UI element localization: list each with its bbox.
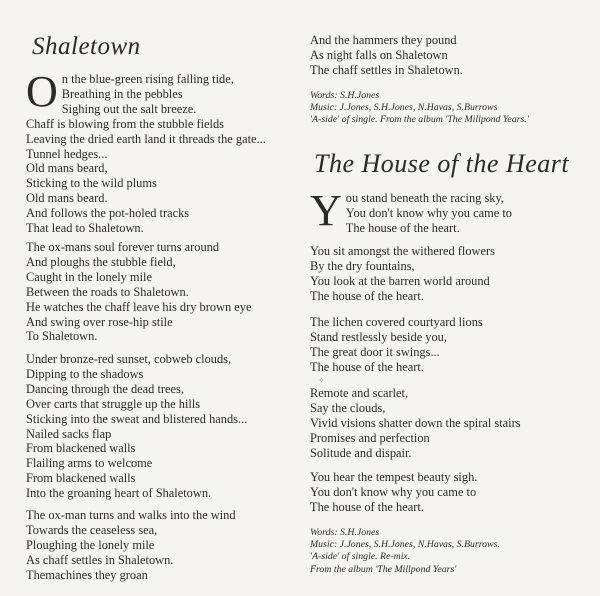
credit-line: Music: J.Jones, S.H.Jones, N.Havas, S.Burrows. [310,539,500,551]
shaletown-final-stanza [310,33,463,78]
lyric-line: Dipping to the shadows [26,366,144,381]
lyric-line: Under bronze-red sunset, cobweb clouds, [26,352,232,366]
song-title-shaletown: Shaletown [32,33,141,60]
lyric-line: And ploughs the stubble field, [26,254,176,269]
lyric-line: Sticking to the wild plums [26,176,157,191]
lyric-line: By the dry fountains, [310,258,415,273]
shaletown-stanza-4 [26,508,236,583]
lyric-line: Caught in the lonely mile [26,269,152,284]
drop-cap: O [26,67,58,116]
lyric-line: You look at the barren world around [310,273,490,288]
lyric-line: Remote and scarlet, [310,386,409,400]
lyric-line: The house of the heart. [310,499,424,514]
shaletown-stanza-2 [26,240,251,344]
lyric-line: Leaving the dried earth land it threads the gate... [26,131,266,146]
lyric-line: That lead to Shaletown. [26,221,144,236]
lyric-line: Into the groaning heart of Shaletown. [26,486,212,501]
lyric-line: From blackened walls [26,441,136,456]
flourish-ornament: ✧ [318,376,325,385]
song-title-house-of-the-heart: The House of the Heart [314,149,570,178]
lyric-line: To Shaletown. [26,329,98,344]
lyric-line: He watches the chaff leave his dry brown eye [26,299,252,314]
lyric-line: Ploughing the lonely mile [26,537,155,552]
lyric-line: The ox-man turns and walks into the wind [26,508,236,522]
drop-cap: Y [310,186,342,235]
house-stanza-5 [310,470,477,515]
lyric-line: Chaff is blowing from the stubble fields [26,116,224,131]
credit-line: 'A-side' of single. Re-mix. [310,551,411,563]
lyric-line: Dancing through the dead trees, [26,381,184,396]
lyric-line: Towards the ceaseless sea, [26,522,158,537]
lyric-line: Promises and perfection [310,430,430,445]
credit-line: Music: J.Jones, S.H.Jones, N.Havas, S.Burrows [310,102,498,114]
lyric-line: Flailing arms to welcome [26,456,153,471]
lyric-line: Stand restlessly beside you, [310,329,447,344]
lyric-line: Breathing in the pebbles [61,86,183,101]
lyric-line: You don't know why you came to [310,484,477,499]
credit-line: 'A-side' of single. From the album 'The Millpond Years.' [310,114,529,126]
house-stanza-3 [310,315,483,375]
lyric-line: Vivid visions shatter down the spiral stairs [310,415,521,430]
lyric-line: Between the roads to Shaletown. [26,284,189,299]
house-stanza-2 [310,244,495,304]
lyric-line: The house of the heart. [310,359,424,374]
lyric-line: As night falls on Shaletown [310,47,448,62]
lyric-line: Nailed sacks flap [26,426,112,441]
house-stanza-1 [310,186,512,236]
shaletown-stanza-1 [26,67,266,236]
house-credits [310,527,500,576]
lyric-line: You don't know why you came to [345,205,512,220]
lyric-line: The house of the heart. [310,288,424,303]
lyric-line: The lichen covered courtyard lions [310,315,483,329]
lyric-line: And swing over rose-hip stile [26,314,173,329]
house-stanza-4 [310,386,521,461]
shaletown-credits [310,90,529,127]
lyric-line: Solitude and dispair. [310,445,412,460]
lyric-line: The house of the heart. [345,220,460,235]
lyric-line: ou stand beneath the racing sky, [345,191,504,205]
lyric-line: n the blue-green rising falling tide, [61,72,234,86]
lyric-line: Sighing out the salt breeze. [61,101,197,116]
credit-line: From the album 'The Millpond Years' [310,563,457,575]
lyric-line: The great door it swings... [310,344,440,359]
shaletown-stanza-3 [26,352,247,501]
lyric-line: And the hammers they pound [310,33,457,47]
lyric-line: Tunnel hedges... [26,146,108,161]
lyric-line: Old mans beard, [26,161,108,176]
lyric-line: Say the clouds, [310,400,386,415]
lyric-line: Themachines they groan [26,567,148,582]
lyric-line: You hear the tempest beauty sigh. [310,470,478,484]
lyric-line: Old mans beard. [26,191,108,206]
credit-line: Words: S.H.Jones [310,90,380,101]
lyric-line: From blackened walls [26,471,136,486]
credit-line: Words: S.H.Jones [310,527,380,538]
lyric-line: Sticking into the sweat and blistered hands... [26,411,248,426]
lyric-line: Over carts that struggle up the hills [26,396,201,411]
lyric-line: The chaff settles in Shaletown. [310,62,463,77]
lyric-line: As chaff settles in Shaletown. [26,552,174,567]
lyric-line: The ox-mans soul forever turns around [26,240,220,254]
lyric-line: You sit amongst the withered flowers [310,244,495,258]
lyric-line: And follows the pot-holed tracks [26,206,190,221]
